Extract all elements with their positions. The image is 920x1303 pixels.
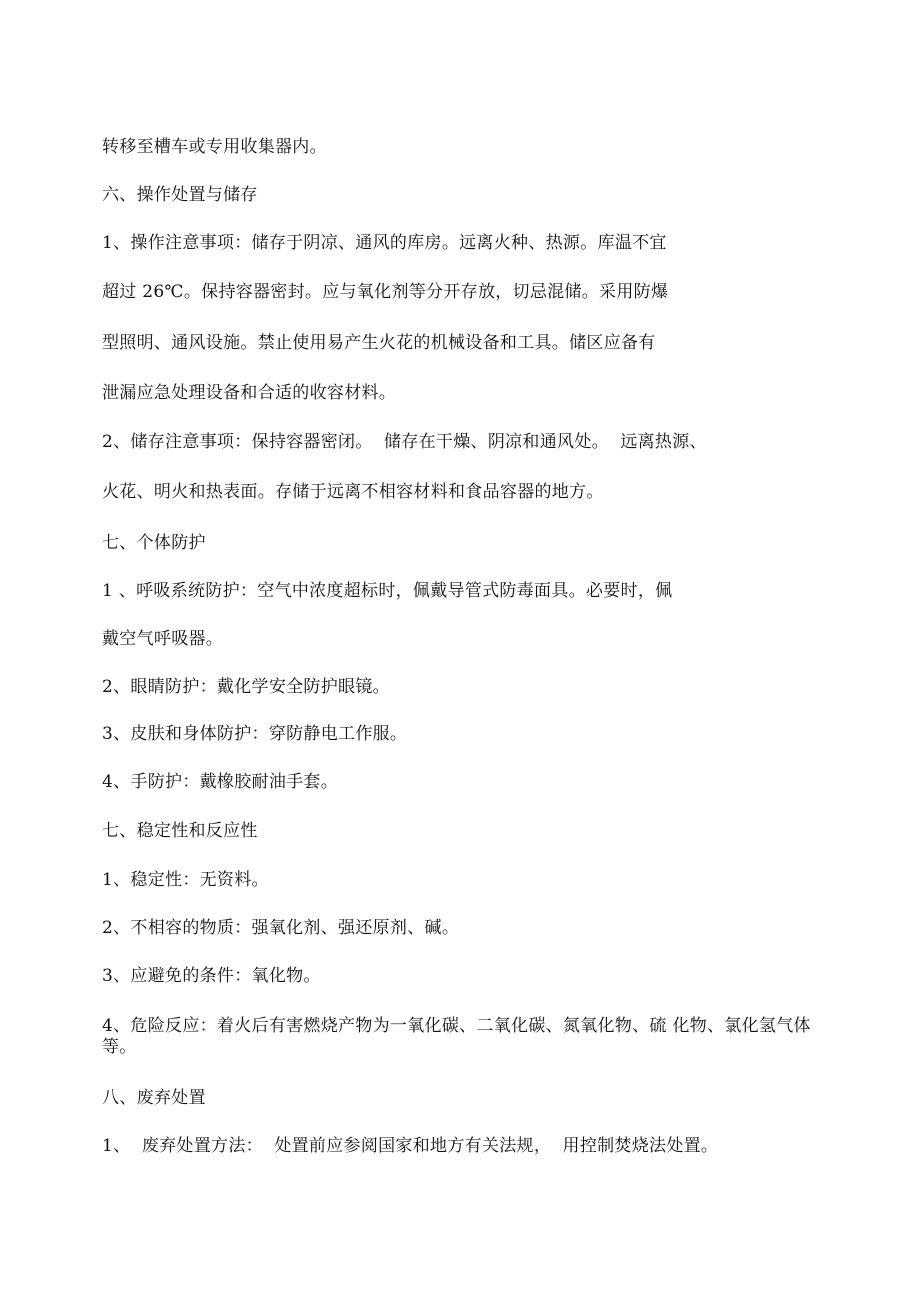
text-line-handling-4: 泄漏应急处理设备和合适的收容材料。 [102, 383, 397, 403]
section-heading-handling-storage: 六、操作处置与储存 [102, 185, 258, 205]
text-line-conditions: 3、应避免的条件：氧化物。 [102, 966, 321, 986]
text-line-transfer: 转移至槽车或专用收集器内。 [102, 137, 327, 157]
text-line-storage-1: 2、储存注意事项：保持容器密闭。 储存在干燥、阴凉和通风处。 远离热源、 [102, 432, 707, 452]
text-line-eye-protection: 2、眼睛防护：戴化学安全防护眼镜。 [102, 677, 390, 697]
text-line-incompatible: 2、不相容的物质：强氧化剂、强还原剂、碱。 [102, 918, 460, 938]
text-line-hazardous-reaction: 4、危险反应：着火后有害燃烧产物为一氧化碳、二氧化碳、氮氧化物、硫 化物、氯化氢气体等。 [102, 1016, 811, 1057]
section-heading-disposal: 八、废弃处置 [102, 1088, 206, 1108]
text-line-handling-1: 1、操作注意事项：储存于阴凉、通风的库房。远离火种、热源。库温不宜 [102, 233, 667, 253]
text-line-skin-protection: 3、皮肤和身体防护：穿防静电工作服。 [102, 724, 408, 744]
text-line-handling-2: 超过 26℃。保持容器密封。应与氧化剂等分开存放，切忌混储。采用防爆 [102, 282, 669, 302]
text-line-handling-3: 型照明、通风设施。禁止使用易产生火花的机械设备和工具。储区应备有 [102, 333, 656, 353]
text-line-respiratory-2: 戴空气呼吸器。 [102, 629, 224, 649]
text-line-hand-protection: 4、手防护：戴橡胶耐油手套。 [102, 772, 339, 792]
section-heading-personal-protection: 七、个体防护 [102, 533, 206, 553]
text-line-respiratory-1: 1 、呼吸系统防护：空气中浓度超标时，佩戴导管式防毒面具。必要时，佩 [102, 581, 673, 601]
text-line-stability: 1、稳定性：无资料。 [102, 870, 269, 890]
text-line-storage-2: 火花、明火和热表面。存储于远离不相容材料和食品容器的地方。 [102, 482, 604, 502]
text-line-disposal-method: 1、 废弃处置方法： 处置前应参阅国家和地方有关法规， 用控制焚烧法处置。 [102, 1136, 719, 1156]
section-heading-stability: 七、稳定性和反应性 [102, 821, 258, 841]
